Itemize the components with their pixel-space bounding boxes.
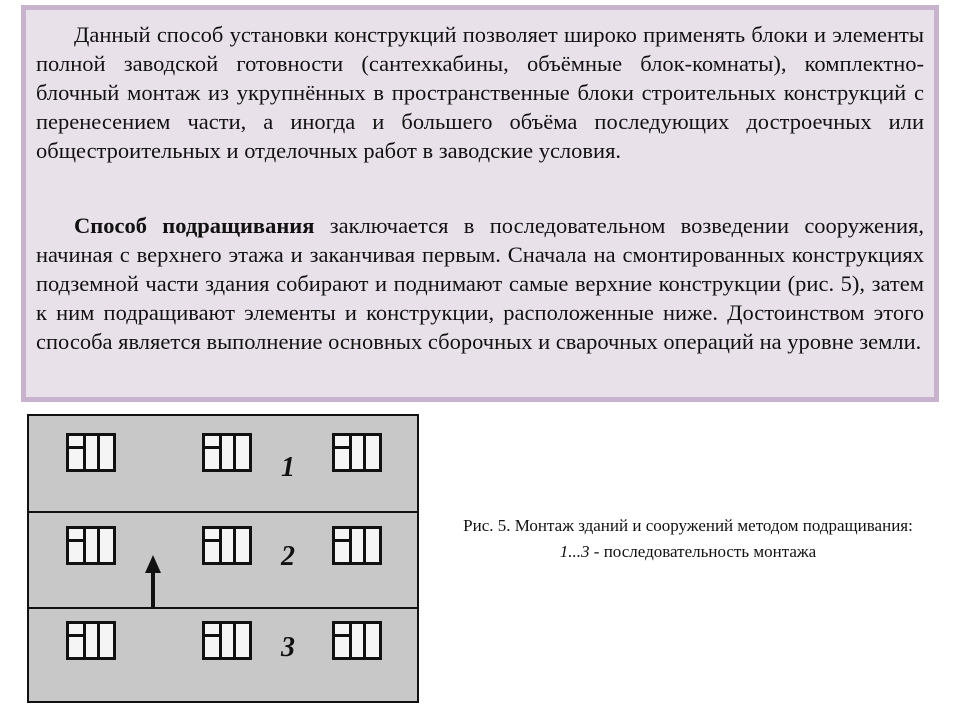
window-icon	[202, 526, 252, 565]
floor-divider	[29, 511, 417, 513]
floor-label-2: 2	[281, 541, 295, 572]
floor-label-3: 3	[281, 632, 295, 663]
window-icon	[332, 433, 382, 472]
paragraph-2-term: Способ подращивания	[74, 213, 315, 238]
paragraph-1-text: Данный способ установки конструкций позволяет широко применять блоки и элементы полной заводской готовности (сантехкабины, объёмные блок-комнаты), комплектно-блочный монтаж из укрупнённых в пространственные блоки строительных конструкций с перенесением части, а иногда и большего объёма последующих достроечных или общестроительных и отделочных работ в заводские условия.	[36, 22, 924, 163]
floor-divider	[29, 607, 417, 609]
window-icon	[202, 433, 252, 472]
paragraph-1	[36, 20, 924, 165]
caption-legend	[462, 539, 914, 565]
window-icon	[66, 621, 116, 660]
figure-caption	[462, 513, 914, 565]
text-panel	[21, 5, 939, 402]
caption-title: Рис. 5. Монтаж зданий и сооружений методом подращивания:	[463, 516, 913, 535]
paragraph-2	[36, 211, 924, 356]
caption-range: 1...3	[559, 542, 590, 561]
caption-legend-text: - последовательность монтажа	[589, 542, 817, 561]
window-icon	[66, 433, 116, 472]
up-arrow-icon	[145, 555, 161, 607]
window-icon	[332, 526, 382, 565]
building-diagram	[27, 414, 419, 703]
window-icon	[202, 621, 252, 660]
paragraph-2-text: заключается в последовательном возведении сооружения, начиная с верхнего этажа и заканчивая первым. Сначала на смонтированных конструкциях подземной части здания собирают и поднимают самые верхние конструкции (рис. 5), затем к ним подращивают элементы и конструкции, расположенные ниже. Достоинством этого способа является выполнение основных сборочных и сварочных операций на уровне земли.	[36, 213, 925, 354]
floor-label-1: 1	[281, 452, 295, 483]
window-icon	[332, 621, 382, 660]
window-icon	[66, 526, 116, 565]
